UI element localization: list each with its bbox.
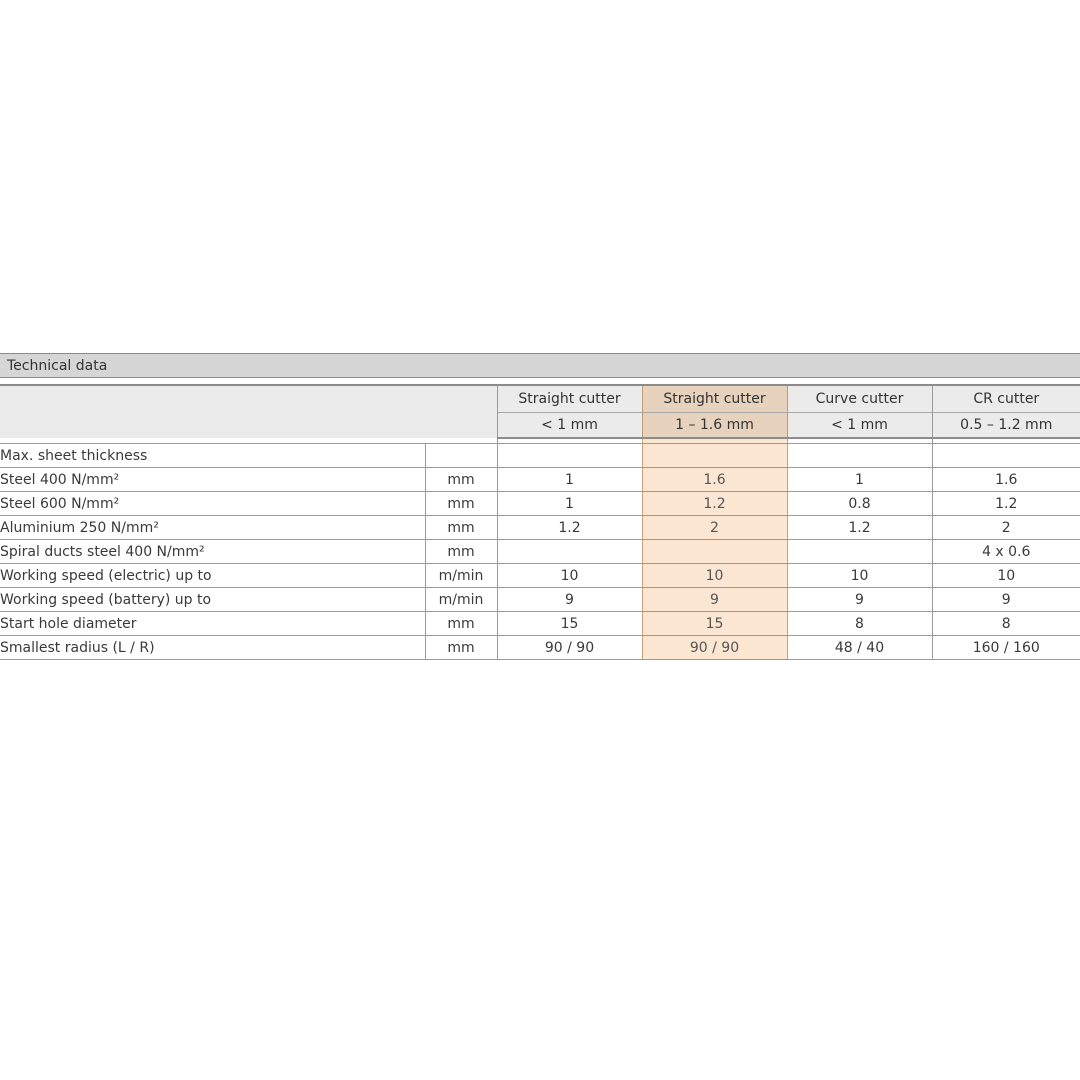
table-cell: [497, 540, 642, 564]
table-cell-highlighted: 1.2: [642, 492, 787, 516]
row-unit: mm: [425, 636, 497, 660]
table-cell: 8: [932, 612, 1080, 636]
row-unit: mm: [425, 612, 497, 636]
table-row: [0, 636, 1080, 660]
table-cell: 1.2: [932, 492, 1080, 516]
table-cell: 0.8: [787, 492, 932, 516]
header-blank-cell: [0, 385, 497, 438]
table-cell-highlighted: [642, 540, 787, 564]
table-cell-highlighted: 10: [642, 564, 787, 588]
row-unit: mm: [425, 540, 497, 564]
table-cell: 4 x 0.6: [932, 540, 1080, 564]
table-cell-highlighted: 1.6: [642, 468, 787, 492]
row-label: Steel 400 N/mm²: [0, 468, 425, 492]
technical-data-table: [0, 384, 1080, 660]
table-cell: 9: [497, 588, 642, 612]
column-header-range: < 1 mm: [497, 413, 642, 439]
row-label: Steel 600 N/mm²: [0, 492, 425, 516]
table-cell: 8: [787, 612, 932, 636]
table-row: [0, 564, 1080, 588]
header-row-names: [0, 385, 1080, 413]
table-row: [0, 588, 1080, 612]
table-cell: 1: [497, 492, 642, 516]
row-label: Start hole diameter: [0, 612, 425, 636]
technical-data-sheet: [0, 353, 1080, 660]
row-label: Working speed (battery) up to: [0, 588, 425, 612]
row-label: Spiral ducts steel 400 N/mm²: [0, 540, 425, 564]
row-label: Smallest radius (L / R): [0, 636, 425, 660]
table-cell: 1: [497, 468, 642, 492]
row-unit: [425, 444, 497, 468]
row-unit: mm: [425, 492, 497, 516]
row-unit: m/min: [425, 564, 497, 588]
table-cell: 10: [787, 564, 932, 588]
column-header-name: CR cutter: [932, 385, 1080, 413]
table-cell: 1.6: [932, 468, 1080, 492]
table-cell: 90 / 90: [497, 636, 642, 660]
table-cell: 10: [932, 564, 1080, 588]
row-label: Working speed (electric) up to: [0, 564, 425, 588]
table-cell: 160 / 160: [932, 636, 1080, 660]
table-cell: [787, 540, 932, 564]
table-cell: 2: [932, 516, 1080, 540]
table-row: [0, 516, 1080, 540]
table-cell: 9: [932, 588, 1080, 612]
table-cell: 10: [497, 564, 642, 588]
column-header-name-highlighted: Straight cutter: [642, 385, 787, 413]
table-cell-highlighted: [642, 444, 787, 468]
row-label: Max. sheet thickness: [0, 444, 425, 468]
column-header-range-highlighted: 1 – 1.6 mm: [642, 413, 787, 439]
table-row: [0, 492, 1080, 516]
section-title-bar: [0, 353, 1080, 378]
table-cell: 48 / 40: [787, 636, 932, 660]
row-label: Aluminium 250 N/mm²: [0, 516, 425, 540]
table-cell: 9: [787, 588, 932, 612]
table-cell-highlighted: 90 / 90: [642, 636, 787, 660]
table-cell: 15: [497, 612, 642, 636]
table-row: [0, 540, 1080, 564]
table-row: [0, 444, 1080, 468]
table-cell: 1: [787, 468, 932, 492]
column-header-range: 0.5 – 1.2 mm: [932, 413, 1080, 439]
section-title: Technical data: [7, 357, 108, 374]
column-header-name: Straight cutter: [497, 385, 642, 413]
table-row: [0, 612, 1080, 636]
table-cell: 1.2: [497, 516, 642, 540]
table-cell-highlighted: 2: [642, 516, 787, 540]
column-header-range: < 1 mm: [787, 413, 932, 439]
table-cell: 1.2: [787, 516, 932, 540]
row-unit: mm: [425, 516, 497, 540]
table-row: [0, 468, 1080, 492]
table-cell: [787, 444, 932, 468]
row-unit: mm: [425, 468, 497, 492]
table-cell: [932, 444, 1080, 468]
table-cell-highlighted: 15: [642, 612, 787, 636]
column-header-name: Curve cutter: [787, 385, 932, 413]
row-unit: m/min: [425, 588, 497, 612]
table-cell: [497, 444, 642, 468]
table-cell-highlighted: 9: [642, 588, 787, 612]
